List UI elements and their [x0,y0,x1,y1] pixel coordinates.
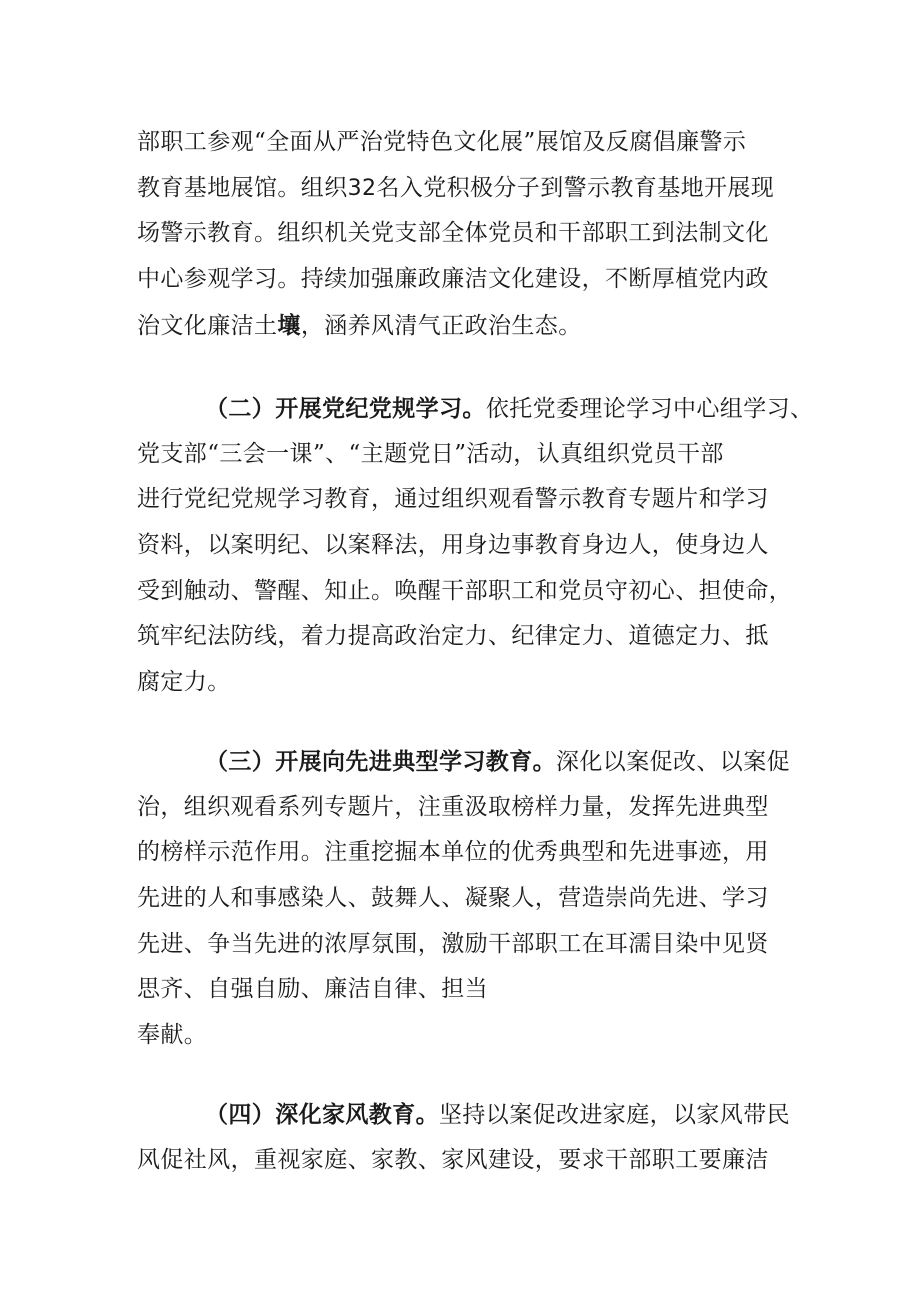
text-line [137,739,790,785]
text-segment: ，涵养风清气正政治生态。 [300,312,582,339]
text-line: 治，组织观看系列专题片，注重汲取榜样力量，发挥先进典型 [137,793,769,820]
text-line [137,1092,790,1138]
text-line: 场警示教育。组织机关党支部全体党员和干部职工到法制文化 [137,220,769,247]
text-segment: 治文化廉洁土 [137,312,278,339]
text-line [137,303,777,349]
paragraph-3 [137,739,790,1059]
text-segment: 坚持以案促改进家庭，以家风带民 [439,1102,790,1128]
text-line: 党支部“三会一课”、“主题党日”活动，认真组织党员干部 [137,440,724,467]
text-line: 中心参观学习。持续加强廉政廉洁文化建设，不断厚植党内政 [137,266,769,293]
text-line: 先进的人和事感染人、鼓舞人、凝聚人，营造崇尚先进、学习 [137,885,769,912]
number-value: 32 [347,175,377,201]
text-line [137,166,777,212]
text-line: 思齐、自强自励、廉洁自律、担当 [137,976,488,1003]
text-line: 进行党纪党规学习教育，通过组织观看警示教育专题片和学习 [137,486,769,513]
text-line: 筑牢纪法防线，着力提高政治定力、纪律定力、道德定力、抵 [137,623,769,650]
text-line [137,386,814,432]
section-heading: （三）开展向先进典型学习教育。 [205,748,556,775]
section-heading: （四）深化家风教育。 [205,1101,439,1128]
text-line: 先进、争当先进的浓厚氛围，激励干部职工在耳濡目染中见贤 [137,930,769,957]
bold-character: 壤 [277,311,301,339]
text-segment: 依托党委理论学习中心组学习、 [485,396,814,422]
text-line: 的榜样示范作用。注重挖掘本单位的优秀典型和先进事迹，用 [137,839,769,866]
paragraph-1 [137,120,777,348]
paragraph-2 [137,386,814,706]
text-line: 资料，以案明纪、以案释法，用身边事教育身边人，使身边人 [137,532,769,559]
paragraph-4 [137,1092,790,1183]
text-segment: 深化以案促改、以案促 [556,749,790,775]
text-line: 部职工参观“全面从严治党特色文化展”展馆及反腐倡廉警示 [137,129,747,155]
text-line: 受到触动、警醒、知止。唤醒干部职工和党员守初心、担使命， [137,577,793,604]
text-line: 奉献。 [137,1022,208,1049]
section-heading: （二）开展党纪党规学习。 [205,395,486,422]
text-line: 腐定力。 [137,669,231,696]
text-line: 风促社风，重视家庭、家教、家风建设，要求干部职工要廉洁 [137,1146,769,1173]
text-segment: 教育基地展馆。组织 [137,174,348,201]
text-segment: 名入党积极分子到警示教育基地开展现 [376,174,775,201]
